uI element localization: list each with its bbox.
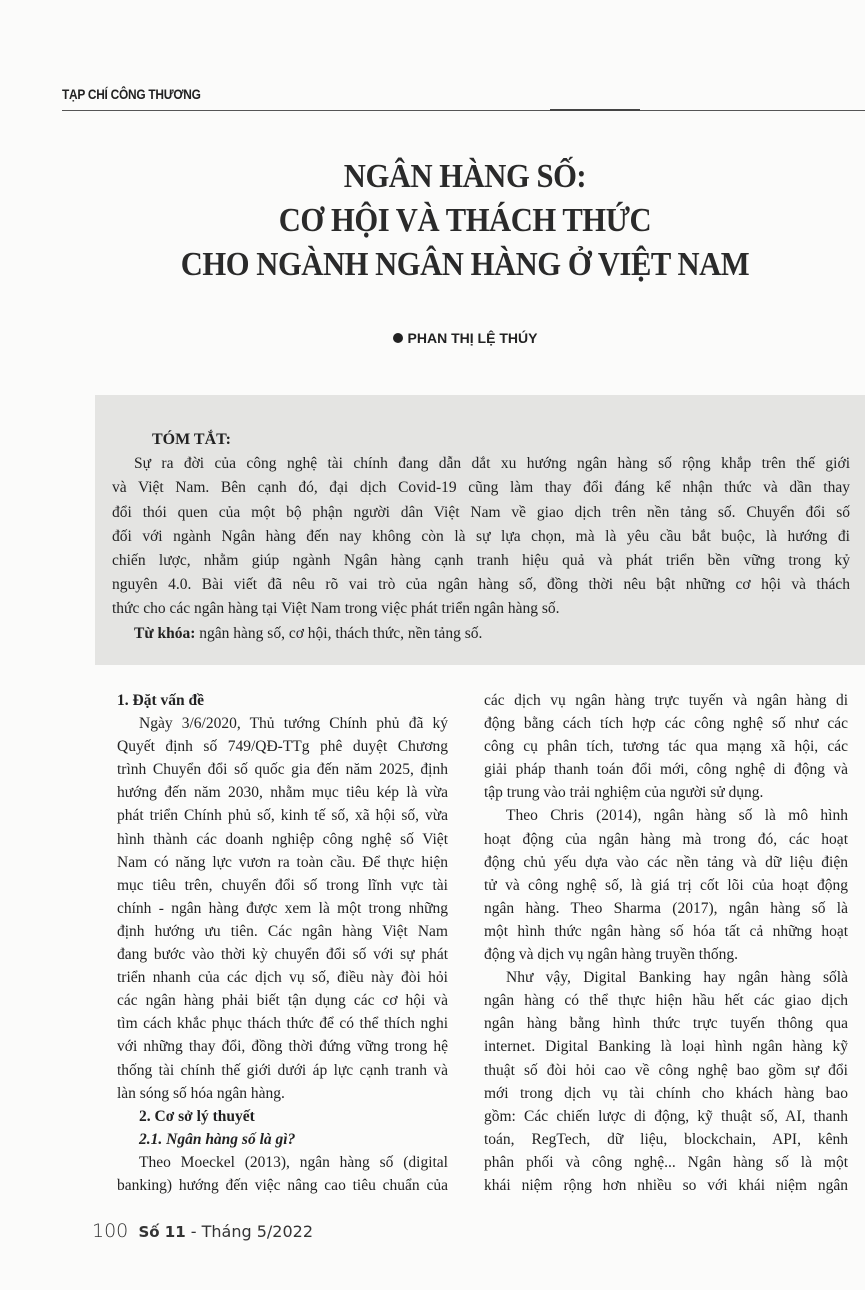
text-line: ngân hàng. Theo Sharma (2017), ngân hàng số là: [484, 899, 848, 917]
text-line: triển nhanh của các dịch vụ số, điều này đòi hỏi: [117, 969, 448, 987]
page-footer: [92, 1220, 313, 1242]
text-line: động và dịch vụ ngân hàng truyền thống.: [484, 946, 738, 964]
text-line: với những thay đổi, đồng thời đứng vững trong hệ: [117, 1038, 448, 1056]
text-line: thức cho các ngân hàng tại Việt Nam trong việc phát triển ngân hàng số.: [112, 600, 560, 618]
text-line: giải pháp thanh toán đổi mới, công nghệ di động và: [484, 761, 848, 779]
article-title: [0, 155, 865, 287]
text-line: 2. Cơ sở lý thuyết: [139, 1107, 255, 1125]
text-line: một hình thức ngân hàng số hóa tất cả những hoạt: [484, 922, 848, 940]
text-line: khái niệm rộng hơn nhiều so với khái niệm ngân: [484, 1176, 848, 1194]
text-line: Ngày 3/6/2020, Thủ tướng Chính phủ đã ký: [139, 715, 448, 733]
text-line: hình thành các doanh nghiệp công nghệ số Việt: [117, 830, 448, 848]
text-line: phân phối và công nghệ... Ngân hàng số là một: [484, 1153, 848, 1171]
author: [0, 330, 865, 346]
text-line: gồm: Các chiến lược di động, kỹ thuật số, AI, thanh: [484, 1107, 848, 1125]
text-line: tìm cách khắc phục thách thức để có thể thích nghi: [117, 1015, 448, 1033]
journal-name: TẠP CHÍ CÔNG THƯƠNG: [62, 86, 201, 102]
text-line: nguyên 4.0. Bài viết đã nêu rõ vai trò của ngân hàng số, đồng thời nêu bật những cơ hội và thách: [112, 576, 850, 594]
issue-number: Số 11: [138, 1223, 186, 1241]
page-number: 100: [92, 1220, 129, 1242]
text-line: các dịch vụ ngân hàng trực tuyến và ngân hàng di: [484, 692, 848, 709]
bullet-icon: [393, 333, 403, 343]
keywords: [112, 622, 850, 646]
text-line: làn sóng số hóa ngân hàng.: [117, 1084, 285, 1102]
text-line: thuật số đòi hỏi cao về công nghệ bao gồm sự đổi: [484, 1061, 848, 1079]
text-line: động bằng cách tích hợp các công nghệ số như các: [484, 715, 848, 733]
header-rule: [62, 110, 865, 111]
title-line: CHO NGÀNH NGÂN HÀNG Ở VIỆT NAM: [180, 246, 750, 283]
text-line: 1. Đặt vấn đề: [117, 692, 204, 709]
text-line: định hướng ưu tiên. Các ngân hàng Việt Nam: [117, 922, 448, 940]
text-line: Theo Chris (2014), ngân hàng số là mô hình: [506, 807, 848, 825]
title-line: CƠ HỘI VÀ THÁCH THỨC: [278, 202, 652, 239]
footer-separator: -: [185, 1222, 202, 1241]
text-line: thống tài chính thế giới dưới áp lực cạnh tranh và: [117, 1061, 448, 1079]
text-line: phát triển Chính phủ số, kinh tế số, xã hội số, vừa: [117, 807, 448, 825]
text-line: đối với ngành Ngân hàng đến nay không còn là sự lựa chọn, mà là yêu cầu bắt buộc, là hướng đi: [112, 527, 850, 545]
text-line: trình Chuyển đổi số quốc gia đến năm 2025, định: [117, 761, 448, 779]
text-line: đổi thói quen của một bộ phận người dân Việt Nam về giao dịch trên nền tảng số. Chuyển đổi số: [112, 503, 850, 521]
text-line: hướng đến năm 2030, nhằm mục tiêu kép là vừa: [117, 784, 448, 802]
abstract: [112, 428, 850, 646]
text-line: mục tiêu trên, chuyển đổi số trong lĩnh vực tài: [117, 876, 448, 894]
text-line: chiến lược, nhằm giúp ngành Ngân hàng cạnh tranh hiệu quả và phát triển bền vững trong kỷ: [112, 551, 850, 569]
text-line: mới trong dịch vụ tài chính cho khách hàng bao: [484, 1084, 848, 1102]
text-line: và Việt Nam. Bên cạnh đó, đại dịch Covid-19 cũng làm thay đổi đáng kể nhận thức và dần thay: [112, 479, 850, 497]
text-line: hoạt động của ngân hàng mà trong đó, các hoạt: [484, 830, 848, 848]
title-line: NGÂN HÀNG SỐ:: [343, 158, 587, 195]
abstract-heading: TÓM TẮT:: [152, 431, 231, 448]
text-line: Sự ra đời của công nghệ tài chính đang dẫn dắt xu hướng ngân hàng số rộng khắp trên thế giới: [134, 455, 850, 473]
header-rule-accent: [550, 109, 640, 111]
text-line: banking) hướng đến việc nâng cao tiêu chuẩn của: [117, 1176, 448, 1194]
text-line: 2.1. Ngân hàng số là gì?: [139, 1130, 296, 1148]
text-line: toán, RegTech, dữ liệu, blockchain, API, kênh: [484, 1130, 848, 1148]
text-line: internet. Digital Banking là loại hình ngân hàng kỹ: [484, 1038, 848, 1056]
keywords-text: ngân hàng số, cơ hội, thách thức, nền tảng số.: [195, 624, 483, 642]
text-line: Theo Moeckel (2013), ngân hàng số (digital: [139, 1153, 448, 1171]
text-line: tử và công nghệ số, là giá trị cốt lõi của hoạt động: [484, 876, 848, 894]
text-line: tập trung vào trải nghiệm của người sử dụng.: [484, 784, 764, 802]
text-line: Nam có năng lực vươn ra toàn cầu. Để thực hiện: [117, 853, 448, 871]
keywords-label: Từ khóa:: [134, 624, 196, 642]
text-line: ngân hàng bằng hình thức trực tuyến thông qua: [484, 1015, 848, 1033]
text-line: động chủ yếu dựa vào các nền tảng và dữ liệu điện: [484, 853, 848, 871]
text-line: Như vậy, Digital Banking hay ngân hàng sốlà: [506, 969, 848, 987]
issue-date: Tháng 5/2022: [201, 1222, 313, 1241]
text-line: ngân hàng có thể thực hiện hầu hết các giao dịch: [484, 992, 848, 1010]
author-name: PHAN THỊ LỆ THÚY: [407, 330, 538, 346]
text-line: Quyết định số 749/QĐ-TTg phê duyệt Chương: [117, 738, 448, 756]
text-line: chính - ngân hàng được xem là một trong những: [117, 899, 448, 917]
left-column: [117, 689, 448, 1197]
text-line: công cụ phân tích, tương tác qua mạng xã hội, các: [484, 738, 848, 756]
text-line: các ngân hàng phải biết tận dụng các cơ hội và: [117, 992, 448, 1010]
text-line: đang bước vào thời kỳ chuyển đổi số với sự phát: [117, 946, 448, 964]
right-column: [484, 689, 848, 1197]
